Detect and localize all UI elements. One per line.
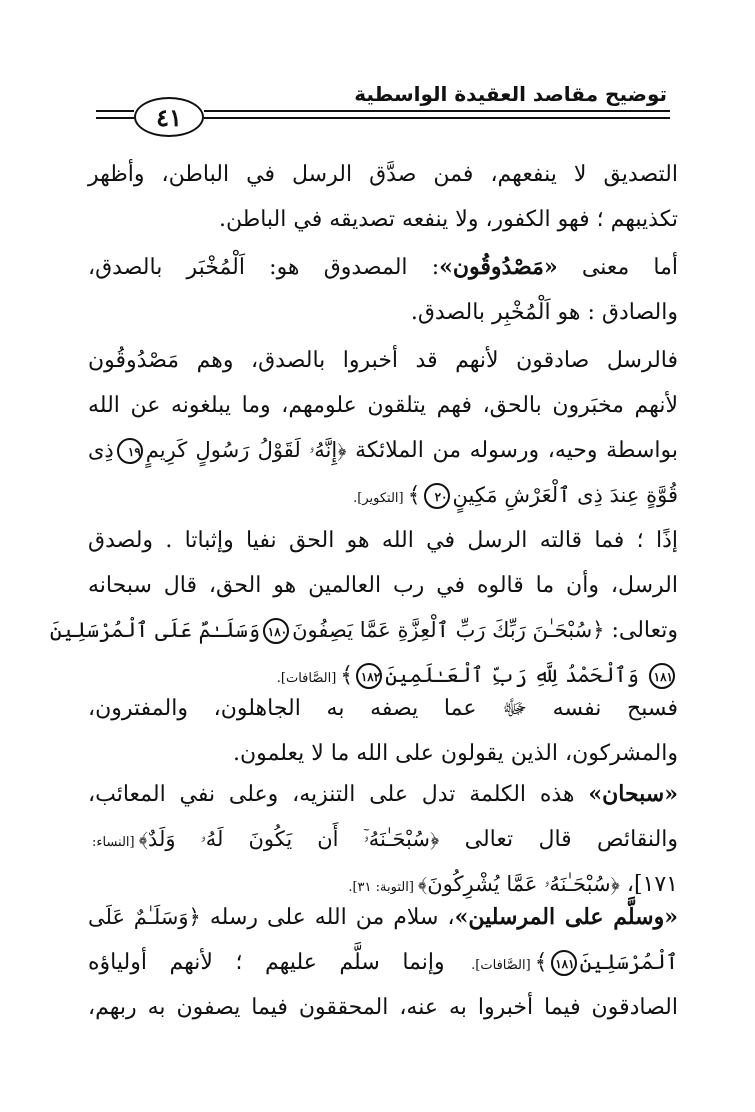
quran-quote: ٱلْمُرْسَلِينَ (579, 950, 678, 974)
term-masduqun: «مَصْدُوقُون» (439, 254, 558, 280)
text-line: الرسل، وأن ما قالوه في رب العالمين هو الحق، قال سبحانه (88, 573, 678, 598)
text-run: هذه الكلمة تدل على التنزيه، وعلى نفي المعائب، (88, 782, 575, 807)
header-rule-left-top (96, 110, 134, 112)
text-line: والصادق : هو اَلْمُخْبِر بالصدق. (410, 300, 678, 325)
text-run: : المصدوق هو: اَلْمُخْبَر بالصدق، (88, 255, 440, 280)
text-line (88, 428, 678, 473)
surah-reference: [الصَّافات]. (276, 671, 337, 686)
text-line: ١٨١ وَٱلْحَمْدُ لِلَّهِ رَبِّ ٱلْعَـٰلَمِينَ١٨٢﴾[الصَّافات]. (276, 663, 673, 688)
term-wasallam: «وسلَّم على المرسلين» (454, 904, 678, 930)
paragraph-3 (88, 338, 678, 518)
text-line: فسبح نفسه ﷻ عما يصفه به الجاهلون، والمفترون، (88, 696, 678, 721)
quran-quote: وَٱلْحَمْدُ لِلَّهِ رَبِّ ٱلْعَـٰلَمِينَ (385, 663, 639, 687)
text-run: وإنما سلَّم عليهم ؛ لأنهم أولياؤه (88, 950, 445, 975)
header-rule-right-top (204, 110, 670, 112)
quran-quote: قُوَّةٍ عِندَ ذِى ٱلْعَرْشِ مَكِينٍ (452, 483, 678, 507)
quran-quote: ﴿وَسَلَـٰمٌ عَلَى (88, 905, 201, 929)
ayah-number-marker: ٢٠ (424, 483, 450, 509)
text-run: وتعالى: (611, 618, 678, 643)
text-run: ، سلام من الله على رسله (209, 905, 455, 930)
text-line (88, 772, 678, 817)
text-line: فالرسل صادقون لأنهم قد أخبروا بالصدق، وهم مَصْدُوقُون (88, 348, 678, 373)
quran-quote: ﴿سُبْحَـٰنَ رَبِّكَ رَبِّ ٱلْعِزَّةِ عَمَّا يَصِفُونَ (292, 618, 605, 642)
text-run: بواسطة وحيه، ورسوله من الملائكة (355, 438, 678, 463)
header-rule-left-bottom (96, 117, 134, 119)
surah-reference: [النساء: (92, 835, 135, 850)
term-subhan: «سبحان» (588, 781, 678, 807)
text-line: التصديق لا ينفعهم، فمن صدَّق الرسل في الباطن، وأظهر (88, 162, 678, 187)
text-line: قُوَّةٍ عِندَ ذِى ٱلْعَرْشِ مَكِينٍ٢٠﴾[التكوير]. (353, 483, 678, 508)
surah-reference: [التوبة: ٣١]. (348, 880, 414, 895)
text-line (88, 245, 678, 290)
running-title: توضيح مقاصد العقيدة الواسطية (354, 82, 667, 106)
surah-reference: [التكوير]. (353, 491, 404, 506)
surah-reference: [الصَّافات]. (471, 958, 531, 973)
text-line: لأنهم مخبَرون بالحق، فهم يتلقون علومهم، وما يبلغونه عن الله (88, 393, 678, 418)
quran-quote: ﴿سُبْحَـٰنَهُۥٓ أَن يَكُونَ لَهُۥ وَلَدٌ﴾ (138, 827, 440, 851)
quran-quote: ذِى (88, 438, 114, 462)
ayah-number-marker: ١٨١ (551, 950, 577, 976)
text-line: الصادقون فيما أخبروا به عنه، المحققون فيما يصفون به ربهم، (88, 995, 678, 1020)
text-line: تكذيبهم ؛ فهو الكفور، ولا ينفعه تصديقه في الباطن. (218, 207, 678, 232)
page-number: ٤١ (134, 97, 204, 137)
text-line (88, 817, 678, 862)
paragraph-2 (88, 245, 678, 335)
paragraph-1 (88, 152, 678, 242)
paragraph-6 (88, 772, 678, 907)
text-run: والنقائص قال تعالى (464, 827, 679, 852)
text-line: والمشركون، الذين يقولون على الله ما لا يعلمون. (233, 741, 678, 766)
quran-quote: ﴿سُبْحَـٰنَهُۥ عَمَّا يُشْرِكُونَ﴾ (417, 872, 620, 896)
text-line (88, 895, 678, 940)
paragraph-4 (49, 518, 678, 698)
text-run: أما معنى (581, 255, 679, 280)
quran-quote: وَسَلَـٰمٌ عَلَى ٱلْمُرْسَلِينَ (49, 618, 261, 642)
quran-quote: ﴿إِنَّهُۥ لَقَوْلُ رَسُولٍ كَرِيمٍ (145, 438, 347, 462)
text-line: ٱلْمُرْسَلِينَ١٨١﴾[الصَّافات]. وإنما سلَّم عليهم ؛ لأنهم أولياؤه (88, 950, 678, 975)
ayah-number-marker: ١٨٠ (263, 618, 289, 644)
paragraph-7 (88, 895, 678, 1030)
ayah-number-marker: ١٩ (117, 438, 143, 464)
header-rule-right-bottom (204, 117, 670, 119)
text-line (49, 608, 678, 653)
text-run: ١٧١]، (626, 872, 678, 897)
paragraph-5 (88, 686, 678, 776)
ayah-number-marker: ١٨١ (649, 663, 675, 689)
ayah-number-marker: ١٨٢ (356, 663, 382, 689)
text-line: إذًا ؛ فما قالته الرسل في الله هو الحق نفيا وإثباتا . ولصدق (88, 528, 678, 553)
